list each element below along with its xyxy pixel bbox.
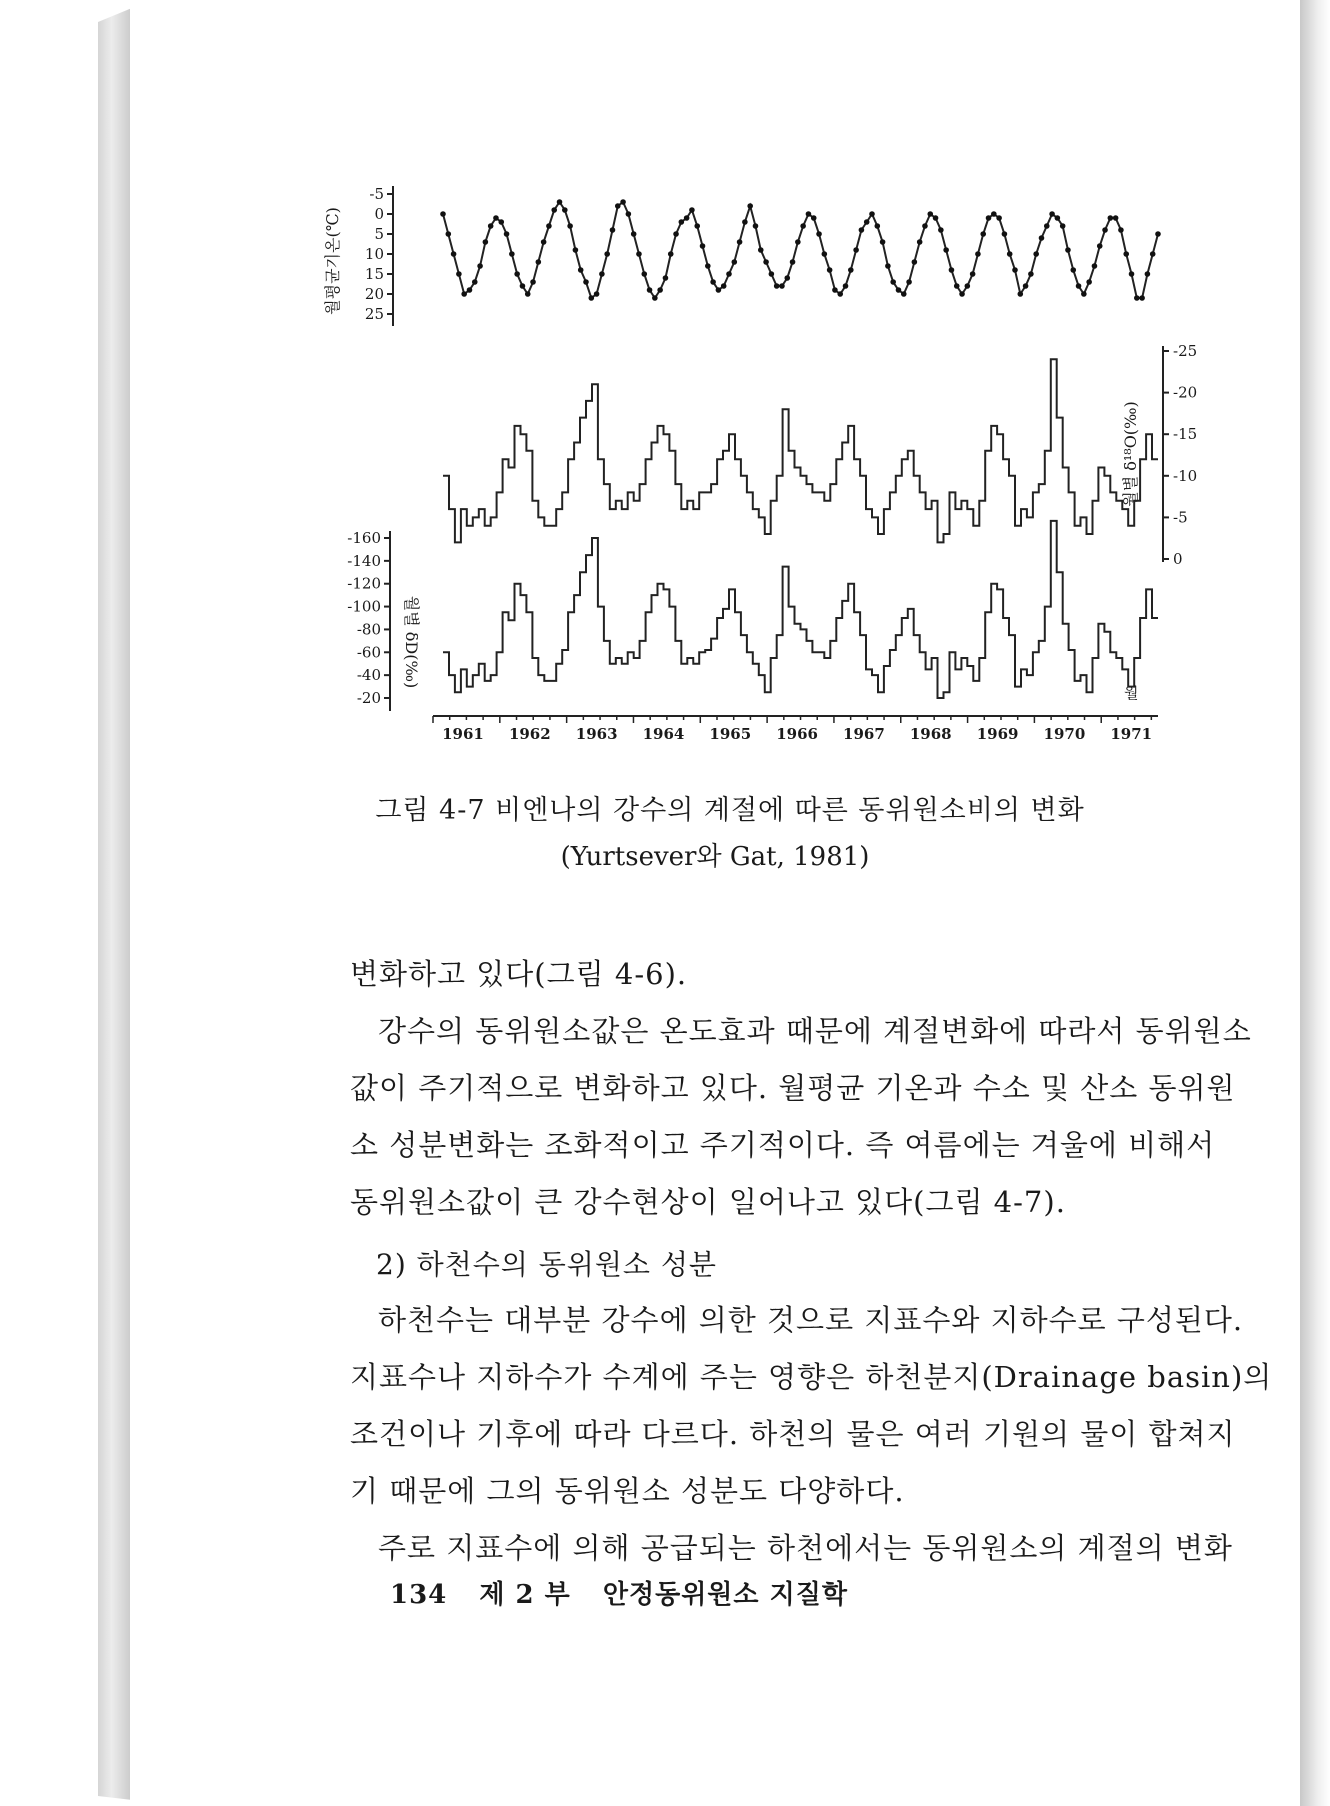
temperature-point [790,259,796,265]
delta-18O-tick-label: -10 [1173,466,1198,485]
temperature-point [679,219,685,225]
temperature-point [1007,251,1013,257]
delta-18O-tick-label: -15 [1173,425,1198,444]
temperature-point [769,271,775,277]
temperature-point [514,271,520,277]
temperature-point [986,215,992,221]
temperature-point [874,223,880,229]
text-line: 동위원소값이 큰 강수현상이 일어나고 있다(그림 4-7). [350,1185,1066,1219]
temperature-point [694,223,700,229]
temperature-point [731,259,737,265]
x-axis-ticks [433,716,1152,743]
delta-D-tick-label: -20 [356,689,381,707]
x-tick-label: 1966 [776,725,818,743]
temperature-point [1049,211,1055,217]
text-line: 변화하고 있다(그림 4-6). [350,957,688,991]
temperature-point [1070,267,1076,273]
temperature-point [551,207,557,213]
temperature-point [451,251,457,257]
temperature-point [673,231,679,237]
temperature-point [567,223,573,229]
temperature-point [705,263,711,269]
temperature-point [493,215,499,221]
temperature-point [636,251,642,257]
delta-18O-panel [443,342,1197,568]
text-line: 주로 지표수에 의해 공급되는 하천에서는 동위원소의 계절의 변화 [378,1531,1233,1565]
temperature-point [853,247,859,253]
temperature-point [1139,295,1145,301]
delta-D-tick-label: -100 [347,597,381,616]
temperature-point [541,239,547,245]
temperature-point [822,251,828,257]
text-line: 강수의 동위원소값은 온도효과 때문에 계절변화에 따라서 동위원소 [378,1014,1252,1048]
temperature-point [1033,251,1039,257]
page-number: 134 [390,1580,448,1610]
paragraph-1 [350,946,1206,1003]
x-tick-label: 1964 [642,725,685,743]
delta-D-tick-label: -120 [347,574,381,593]
delta-D-series-step [443,521,1158,698]
temperature-point [922,223,928,229]
temperature-point [980,231,986,237]
footer-title: 안정동위원소 지질학 [602,1580,848,1610]
temperature-point [832,287,838,293]
temperature-point [445,231,451,237]
page-edge-shadow [1300,0,1330,1806]
temperature-point [700,243,706,249]
temperature-point [970,271,976,277]
temperature-point [536,259,542,265]
temperature-tick-label: 5 [374,225,384,243]
temperature-point [599,271,605,277]
isotope-figure [318,176,1198,756]
x-tick-label: 1963 [575,725,618,743]
temperature-tick-label: 20 [364,285,384,303]
temperature-point [996,215,1002,221]
temperature-point [562,207,568,213]
x-tick-label: 1967 [843,725,885,743]
text-line: 소 성분변화는 조화적이고 주기적이다. 즉 여름에는 겨울에 비해서 [350,1128,1216,1162]
delta-D-y-ticks [347,529,390,707]
temperature-point [742,219,748,225]
delta-18O-tick-label: -5 [1173,508,1188,527]
temperature-point [890,279,896,285]
temperature-point [800,223,806,229]
temperature-point [726,271,732,277]
temperature-point [1060,223,1066,229]
x-tick-label: 1969 [976,725,1019,743]
temperature-point [880,239,886,245]
temperature-point [763,259,769,265]
temperature-point [456,271,462,277]
temperature-point [488,223,494,229]
temperature-point [1123,251,1129,257]
paragraph-2 [350,1003,1252,1231]
temperature-point [753,223,759,229]
x-tick-label: 1968 [909,725,952,743]
temperature-point [652,295,658,301]
temperature-point [1092,263,1098,269]
temperature-point [1023,283,1029,289]
temperature-point [663,275,669,281]
temperature-point [1155,231,1161,237]
book-spine-edge [98,8,132,1800]
temperature-point [689,207,695,213]
temperature-point [641,271,647,277]
temperature-point [869,211,875,217]
temperature-point [472,279,478,285]
temperature-point [965,283,971,289]
temperature-point [1028,271,1034,277]
temperature-tick-label: 10 [364,245,384,263]
temperature-point [906,279,912,285]
temperature-point [1145,271,1151,277]
temperature-point [1055,215,1061,221]
temperature-point [843,283,849,289]
temperature-point [1129,271,1135,277]
temperature-point [620,199,626,205]
temperature-point [795,239,801,245]
temperature-tick-label: 0 [374,205,384,223]
temperature-point [816,231,822,237]
temperature-point [864,219,870,225]
temperature-point [1108,215,1114,221]
temperature-point [827,267,833,273]
temperature-y-ticks [365,185,393,323]
temperature-point [784,275,790,281]
delta-D-tick-label: -60 [356,643,381,662]
temperature-point [583,279,589,285]
text-line: 기 때문에 그의 동위원소 성분도 다양하다. [350,1474,905,1508]
temperature-tick-label: 25 [364,305,384,323]
temperature-point [631,231,637,237]
temperature-point [991,211,997,217]
text-line: 지표수나 지하수가 수계에 주는 영향은 하천분지(Drainage basin)의 [350,1360,1273,1394]
temperature-point [959,291,965,297]
temperature-point [927,211,933,217]
temperature-point [896,287,902,293]
temperature-point [461,291,467,297]
temperature-point [1097,243,1103,249]
text-line: 조건이나 기후에 따라 다르다. 하천의 물은 여러 기원의 물이 합쳐지 [350,1417,1236,1451]
temperature-point [498,219,504,225]
temperature-point [1039,235,1045,241]
delta-D-tick-label: -140 [347,551,381,570]
temperature-point [546,223,552,229]
x-tick-label: 1970 [1043,725,1086,743]
temperature-point [1012,267,1018,273]
section-heading: 2) 하천수의 동위원소 성분 [376,1248,717,1281]
x-tick-label: 1962 [508,725,551,743]
temperature-point [626,211,632,217]
temperature-point [557,199,563,205]
temperature-point [933,215,939,221]
temperature-point [943,247,949,253]
delta-18O-tick-label: -25 [1173,342,1198,360]
figure-source: (Yurtsever와 Gat, 1981) [560,842,870,872]
paragraph-3 [350,1292,1273,1520]
temperature-point [758,247,764,253]
temperature-point [774,283,780,289]
x-tick-label: 1965 [709,725,752,743]
temperature-point [779,283,785,289]
temperature-point [1086,279,1092,285]
temperature-point [657,287,663,293]
paragraph-4 [350,1520,1233,1577]
temperature-point [1150,251,1156,257]
temperature-tick-label: 15 [364,265,384,283]
temperature-point [1017,291,1023,297]
delta-D-axis-label: 월별 δD(‰) [402,595,421,689]
temperature-point [615,203,621,209]
temperature-point [520,283,526,289]
figure-caption: 그림 4-7 비엔나의 강수의 계절에 따른 동위원소비의 변화 [375,795,1085,826]
temperature-point [1113,215,1119,221]
temperature-point [811,215,817,221]
temperature-point [573,247,579,253]
delta-18O-series-step [443,359,1158,542]
temperature-point [684,215,690,221]
temperature-point [938,227,944,233]
temperature-point [1044,223,1050,229]
delta-18O-tick-label: 0 [1173,550,1183,568]
temperature-point [806,211,812,217]
temperature-point [588,295,594,301]
temperature-point [917,239,923,245]
delta-18O-tick-label: -20 [1173,383,1198,402]
temperature-point [716,287,722,293]
temperature-point [1134,295,1140,301]
temperature-point [859,227,865,233]
temperature-point [1002,231,1008,237]
temperature-point [1118,227,1124,233]
temperature-point [504,231,510,237]
temperature-point [477,263,483,269]
text-line: 하천수는 대부분 강수에 의한 것으로 지표수와 지하수로 구성된다. [378,1303,1244,1337]
temperature-point [525,291,531,297]
temperature-point [1076,283,1082,289]
temperature-point [975,251,981,257]
temperature-point [737,239,743,245]
temperature-point [467,287,473,293]
temperature-point [1102,227,1108,233]
temperature-series-points [440,199,1161,301]
x-tick-label: 1971 [1110,725,1153,743]
temperature-point [647,287,653,293]
temperature-point [509,251,515,257]
temperature-point [594,291,600,297]
delta-D-tick-label: -40 [356,666,381,685]
temperature-tick-label: -5 [369,185,384,203]
temperature-point [747,203,753,209]
temperature-point [578,267,584,273]
temperature-point [483,239,489,245]
temperature-point [440,211,446,217]
delta-D-panel [347,521,1158,711]
delta-D-tick-label: -80 [356,620,381,639]
temperature-point [912,259,918,265]
page-footer [390,1574,870,1611]
temperature-point [1081,291,1087,297]
temperature-point [848,267,854,273]
temperature-point [901,291,907,297]
temperature-point [604,251,610,257]
temperature-point [610,227,616,233]
temperature-point [530,279,536,285]
x-tick-label: 1961 [442,725,484,743]
temperature-point [885,263,891,269]
temperature-panel [323,185,1161,326]
temperature-point [1065,247,1071,253]
footer-part: 제 2 부 [479,1580,571,1610]
temperature-point [668,251,674,257]
temperature-point [954,283,960,289]
delta-18O-axis-label: 월별 δ¹⁸O(‰) [1121,401,1140,507]
text-line: 값이 주기적으로 변화하고 있다. 월평균 기온과 수소 및 산소 동위원 [350,1071,1236,1105]
temperature-point [949,267,955,273]
temperature-point [710,279,716,285]
temperature-point [721,283,727,289]
temperature-axis-label: 월평균기온(℃) [323,207,342,315]
temperature-point [837,291,843,297]
delta-D-tick-label: -160 [347,529,381,547]
x-axis-unit: 월 [1124,684,1139,702]
